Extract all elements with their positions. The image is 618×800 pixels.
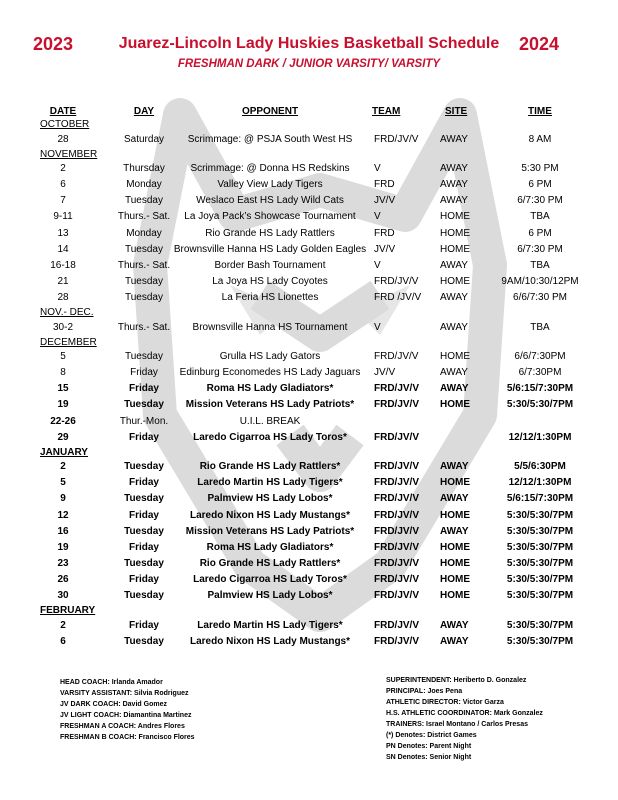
header-site: SITE — [445, 106, 468, 117]
cell-site: AWAY — [440, 493, 469, 505]
table-row — [0, 572, 618, 588]
cell-site: HOME — [440, 275, 470, 287]
cell-opponent: Laredo Nixon HS Lady Mustangs* — [189, 509, 351, 521]
cell-team: FRD/JV/V — [374, 557, 420, 569]
cell-date: 14 — [57, 243, 69, 255]
cell-site: HOME — [440, 509, 470, 521]
cell-team: FRD — [374, 227, 395, 239]
table-row — [0, 634, 618, 650]
cell-date: 16-18 — [50, 259, 76, 271]
month-heading: OCTOBER — [40, 119, 90, 130]
cell-day: Monday — [126, 179, 162, 191]
cell-opponent: Scrimmage: @ PSJA South West HS — [187, 133, 353, 145]
cell-date: 16 — [57, 525, 69, 537]
table-row — [0, 242, 618, 258]
cell-site: AWAY — [440, 163, 468, 175]
table-row — [0, 524, 618, 540]
cell-time: 6 PM — [528, 227, 552, 239]
cell-date: 9-11 — [53, 211, 73, 223]
month-heading: FEBRUARY — [40, 605, 96, 617]
admin-line: TRAINERS: Israel Montano / Carlos Presas — [386, 721, 528, 728]
cell-opponent: Scrimmage: @ Donna HS Redskins — [190, 163, 350, 175]
cell-day: Tuesday — [125, 243, 163, 255]
cell-team: FRD/JV/V — [374, 133, 419, 145]
cell-time: 5:30/5:30/7PM — [506, 525, 574, 537]
cell-day: Friday — [128, 431, 159, 443]
table-row — [0, 132, 618, 148]
cell-opponent: Rio Grande HS Lady Rattlers — [205, 227, 335, 239]
coach-line: VARSITY ASSISTANT: Silvia Rodriguez — [60, 690, 189, 697]
cell-date: 13 — [57, 227, 69, 239]
cell-opponent: Palmview HS Lady Lobos* — [207, 590, 333, 601]
cell-team: FRD/JV/V — [374, 619, 420, 631]
cell-day: Friday — [128, 573, 159, 585]
cell-time: 6 PM — [528, 179, 552, 191]
cell-time: 9AM/10:30/12PM — [501, 275, 579, 287]
cell-opponent: Laredo Martin HS Lady Tigers* — [197, 619, 343, 631]
cell-day: Thurs.- Sat. — [117, 321, 171, 333]
cell-time: 12/12/1:30PM — [508, 477, 572, 489]
cell-day: Tuesday — [125, 275, 163, 287]
table-row — [0, 274, 618, 290]
cell-time: 5/5/6:30PM — [514, 461, 566, 473]
cell-day: Thursday — [123, 163, 165, 175]
cell-date: 22-26 — [50, 415, 76, 427]
cell-site: AWAY — [440, 383, 469, 395]
cell-time: 5:30/5:30/7PM — [506, 399, 574, 411]
coach-line: FRESHMAN B COACH: Francisco Flores — [60, 734, 195, 741]
cell-date: 30-2 — [52, 321, 73, 333]
cell-day: Tuesday — [124, 461, 164, 473]
cell-team: FRD/JV/V — [374, 383, 420, 395]
cell-team: FRD/JV/V — [374, 493, 420, 505]
cell-site: HOME — [440, 590, 470, 601]
cell-opponent: Mission Veterans HS Lady Patriots* — [185, 399, 355, 411]
header-opponent: OPPONENT — [241, 106, 299, 117]
cell-time: 6/6/7:30 PM — [513, 291, 567, 303]
coach-line: JV DARK COACH: David Gomez — [60, 701, 167, 708]
month-heading: JANUARY — [40, 446, 88, 458]
cell-time: 8 AM — [528, 133, 552, 145]
page-subtitle: FRESHMAN DARK / JUNIOR VARSITY/ VARSITY — [177, 58, 441, 70]
table-row — [0, 349, 618, 365]
table-row — [0, 381, 618, 397]
cell-team: JV/V — [374, 195, 396, 207]
cell-time: 5:30/5:30/7PM — [506, 557, 574, 569]
cell-site: AWAY — [440, 321, 468, 333]
cell-day: Friday — [128, 619, 159, 631]
cell-day: Thur.-Mon. — [119, 415, 169, 427]
table-row — [0, 540, 618, 556]
title-row — [0, 34, 618, 60]
coach-line: HEAD COACH: Irlanda Amador — [60, 679, 163, 686]
cell-opponent: Brownsville Hanna HS Lady Golden Eagles — [173, 243, 367, 255]
header-team: TEAM — [372, 106, 401, 117]
admin-line: H.S. ATHLETIC COORDINATOR: Mark Gonzalez — [386, 710, 543, 717]
cell-day: Tuesday — [125, 351, 163, 363]
cell-day: Friday — [128, 383, 159, 395]
header-time: TIME — [528, 106, 552, 117]
cell-opponent: Laredo Cigarroa HS Lady Toros* — [193, 431, 347, 443]
table-row — [0, 226, 618, 242]
cell-date: 8 — [60, 367, 66, 379]
coaches-list — [60, 677, 195, 743]
coach-line: JV LIGHT COACH: Diamantina Martinez — [60, 712, 192, 719]
cell-team: FRD/JV/V — [374, 573, 420, 585]
table-row — [0, 365, 618, 381]
cell-date: 12 — [57, 509, 69, 521]
cell-opponent: Weslaco East HS Lady Wild Cats — [196, 195, 344, 207]
cell-day: Friday — [128, 541, 159, 553]
admin-line: ATHLETIC DIRECTOR: Victor Garza — [386, 699, 504, 706]
cell-team: FRD/JV/V — [374, 541, 420, 553]
cell-date: 30 — [57, 590, 69, 601]
cell-opponent: Valley View Lady Tigers — [217, 179, 323, 191]
cell-site: AWAY — [440, 619, 469, 631]
cell-day: Tuesday — [124, 525, 164, 537]
cell-time: 5:30/5:30/7PM — [506, 573, 574, 585]
table-row — [0, 209, 618, 225]
cell-date: 6 — [60, 179, 66, 191]
cell-date: 2 — [60, 619, 66, 631]
cell-date: 5 — [60, 351, 66, 363]
cell-team: V — [374, 321, 381, 333]
admin-line: SN Denotes: Senior Night — [386, 754, 472, 761]
cell-site: AWAY — [440, 461, 469, 473]
page-title: Juarez-Lincoln Lady Huskies Basketball Schedule — [118, 35, 500, 52]
cell-site: HOME — [440, 399, 470, 411]
cell-day: Monday — [126, 227, 162, 239]
cell-opponent: Mission Veterans HS Lady Patriots* — [185, 525, 355, 537]
cell-site: AWAY — [440, 367, 468, 379]
cell-date: 21 — [57, 275, 69, 287]
cell-opponent: Edinburg Economedes HS Lady Jaguars — [179, 367, 361, 379]
table-row — [0, 161, 618, 177]
cell-team: FRD/JV/V — [374, 399, 420, 411]
cell-site: HOME — [440, 243, 470, 255]
cell-date: 19 — [57, 399, 69, 411]
cell-opponent: La Joya Pack’s Showcase Tournament — [184, 211, 356, 223]
cell-time: TBA — [530, 259, 550, 271]
cell-day: Tuesday — [124, 493, 164, 505]
start-year: 2023 — [33, 34, 74, 54]
cell-team: FRD/JV/V — [374, 635, 420, 647]
table-row — [0, 556, 618, 572]
cell-day: Friday — [128, 509, 159, 521]
cell-time: 5:30/5:30/7PM — [506, 590, 574, 601]
cell-team: FRD/JV/V — [374, 351, 419, 363]
table-row — [0, 491, 618, 507]
cell-date: 29 — [57, 431, 69, 443]
cell-opponent: La Joya HS Lady Coyotes — [212, 275, 328, 287]
cell-team: JV/V — [374, 367, 396, 379]
cell-team: V — [374, 259, 381, 271]
table-row — [0, 459, 618, 475]
cell-site: HOME — [440, 211, 470, 223]
table-row — [0, 320, 618, 336]
month-heading: NOV.- DEC. — [40, 307, 94, 318]
table-row — [0, 193, 618, 209]
admin-line: (*) Denotes: District Games — [386, 732, 477, 739]
month-heading: NOVEMBER — [40, 148, 98, 160]
admin-list — [386, 675, 543, 763]
cell-site: HOME — [440, 477, 470, 489]
cell-site: HOME — [440, 227, 470, 239]
cell-date: 26 — [57, 573, 69, 585]
cell-opponent: Border Bash Tournament — [214, 259, 326, 271]
cell-time: 12/12/1:30PM — [508, 431, 572, 443]
cell-day: Tuesday — [124, 635, 164, 647]
table-row — [0, 397, 618, 413]
cell-site: HOME — [440, 351, 470, 363]
cell-opponent: Grulla HS Lady Gators — [219, 351, 321, 363]
cell-team: V — [374, 211, 381, 223]
cell-team: FRD — [374, 179, 395, 191]
cell-team: FRD/JV/V — [374, 431, 420, 443]
cell-site: AWAY — [440, 525, 469, 537]
cell-day: Tuesday — [125, 195, 163, 207]
end-year: 2024 — [519, 34, 560, 54]
admin-line: PRINCIPAL: Joes Pena — [386, 688, 463, 695]
cell-opponent: Palmview HS Lady Lobos* — [207, 493, 333, 505]
cell-site: HOME — [440, 541, 470, 553]
cell-date: 2 — [60, 163, 66, 175]
cell-opponent: Laredo Martin HS Lady Tigers* — [197, 477, 343, 489]
cell-date: 15 — [57, 383, 69, 395]
cell-opponent: Rio Grande HS Lady Rattlers* — [199, 461, 341, 473]
cell-opponent: Roma HS Lady Gladiators* — [206, 541, 334, 553]
cell-date: 19 — [57, 541, 69, 553]
header-day: DAY — [133, 106, 155, 117]
cell-opponent: Roma HS Lady Gladiators* — [206, 383, 334, 395]
cell-day: Tuesday — [124, 399, 164, 411]
table-row — [0, 290, 618, 306]
cell-team: FRD/JV/V — [374, 461, 420, 473]
cell-time: 5:30/5:30/7PM — [506, 509, 574, 521]
cell-opponent: U.I.L. BREAK — [239, 415, 301, 427]
cell-opponent: Rio Grande HS Lady Rattlers* — [199, 557, 341, 569]
table-row — [0, 475, 618, 491]
cell-team: FRD/JV/V — [374, 477, 420, 489]
cell-time: 5/6:15/7:30PM — [506, 383, 574, 395]
cell-date: 28 — [57, 291, 69, 303]
header-date: DATE — [49, 106, 77, 117]
cell-site: HOME — [440, 573, 470, 585]
cell-day: Saturday — [123, 133, 165, 145]
table-row — [0, 588, 618, 604]
cell-date: 9 — [60, 493, 66, 505]
month-heading: DECEMBER — [40, 336, 97, 348]
cell-team: FRD/JV/V — [374, 590, 420, 601]
table-row — [0, 508, 618, 524]
cell-day: Tuesday — [125, 291, 163, 303]
cell-opponent: La Feria HS Lionettes — [221, 291, 319, 303]
cell-date: 7 — [60, 195, 66, 207]
table-row — [0, 177, 618, 193]
cell-time: TBA — [530, 211, 550, 223]
admin-line: SUPERINTENDENT: Heriberto D. Gonzalez — [386, 677, 527, 684]
cell-day: Friday — [128, 477, 159, 489]
cell-site: AWAY — [440, 195, 468, 207]
cell-date: 5 — [60, 477, 66, 489]
cell-day: Thurs.- Sat. — [117, 211, 171, 223]
cell-site: AWAY — [440, 291, 468, 303]
cell-opponent: Laredo Cigarroa HS Lady Toros* — [193, 573, 347, 585]
cell-time: 5:30 PM — [521, 163, 559, 175]
cell-time: 6/7:30 PM — [517, 243, 563, 255]
cell-time: 5/6:15/7:30PM — [506, 493, 574, 505]
cell-team: FRD /JV/V — [374, 291, 422, 303]
cell-opponent: Brownsville Hanna HS Tournament — [192, 321, 348, 333]
cell-site: AWAY — [440, 259, 468, 271]
cell-time: 6/6/7:30PM — [514, 351, 566, 363]
cell-team: V — [374, 163, 381, 175]
cell-team: FRD/JV/V — [374, 525, 420, 537]
cell-team: FRD/JV/V — [374, 275, 419, 287]
cell-date: 28 — [57, 133, 69, 145]
coach-line: FRESHMAN A COACH: Andres Flores — [60, 723, 185, 730]
cell-day: Thurs.- Sat. — [117, 259, 171, 271]
table-row — [0, 618, 618, 634]
cell-date: 2 — [60, 461, 66, 473]
cell-opponent: Laredo Nixon HS Lady Mustangs* — [189, 635, 351, 647]
table-row — [0, 414, 618, 430]
cell-day: Tuesday — [124, 557, 164, 569]
cell-time: 6/7:30 PM — [517, 195, 563, 207]
cell-date: 6 — [60, 635, 66, 647]
cell-site: HOME — [440, 557, 470, 569]
cell-site: AWAY — [440, 179, 468, 191]
cell-time: 5:30/5:30/7PM — [506, 541, 574, 553]
table-row — [0, 258, 618, 274]
cell-team: JV/V — [374, 243, 396, 255]
cell-time: TBA — [530, 321, 550, 333]
cell-site: AWAY — [440, 635, 469, 647]
cell-day: Tuesday — [124, 590, 164, 601]
cell-date: 23 — [57, 557, 69, 569]
cell-team: FRD/JV/V — [374, 509, 420, 521]
cell-time: 5:30/5:30/7PM — [506, 635, 574, 647]
admin-line: PN Denotes: Parent Night — [386, 743, 472, 750]
cell-day: Friday — [130, 367, 158, 379]
cell-time: 6/7:30PM — [518, 367, 562, 379]
table-row — [0, 430, 618, 446]
cell-time: 5:30/5:30/7PM — [506, 619, 574, 631]
cell-site: AWAY — [440, 133, 468, 145]
